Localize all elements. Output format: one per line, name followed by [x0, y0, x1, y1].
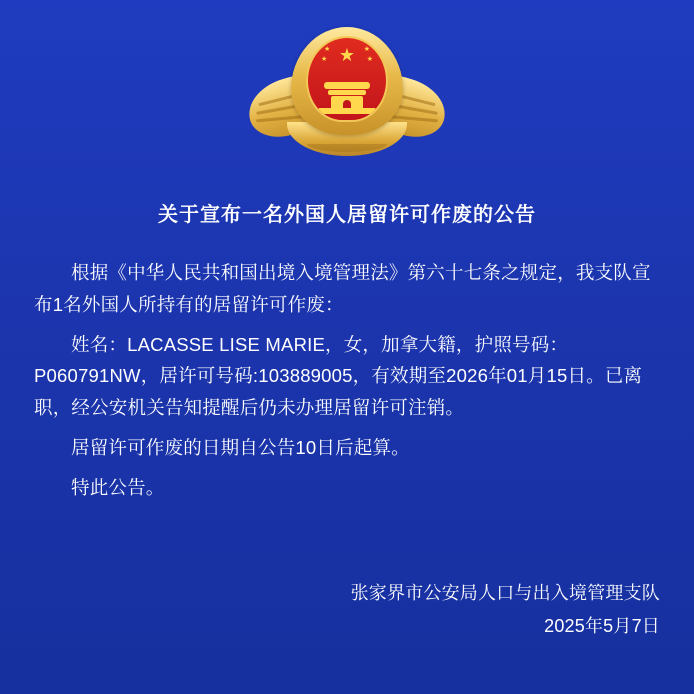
paragraph-3: 居留许可作废的日期自公告10日后起算。 [71, 437, 410, 459]
paragraph-1: 根据《中华人民共和国出境入境管理法》第六十七条之规定，我支队宣布1名外国人所持有的居留许可作废： [34, 262, 651, 315]
badge-shield-outer [291, 27, 403, 135]
badge-tiananmen-icon [324, 82, 370, 108]
badge-star-small-3-icon: ★ [366, 55, 373, 63]
paragraph-2: 姓名：LACASSE LISE MARIE，女，加拿大籍，护照号码：P060791NW，居许可号码:103889005，有效期至2026年01月15日。已离职，经公安机关告知提醒后仍未办理居留许可注销。 [34, 333, 643, 419]
page-title: 关于宣布一名外国人居留许可作废的公告 [158, 204, 536, 226]
badge-base-bar [318, 108, 376, 114]
badge-star-small-4-icon: ★ [363, 45, 370, 53]
badge-star-large-icon: ★ [338, 44, 356, 65]
document-content [0, 198, 694, 504]
emblem-container [0, 0, 694, 160]
signature-date: 2025年5月7日 [544, 615, 660, 636]
badge-star-small-1-icon: ★ [324, 45, 331, 53]
signature-block [351, 577, 660, 642]
china-police-badge-icon [252, 27, 442, 152]
badge-shield-inner [306, 36, 388, 122]
badge-star-small-2-icon: ★ [321, 55, 328, 63]
paragraph-4: 特此公告。 [71, 476, 165, 498]
signature-organization: 张家界市公安局人口与出入境管理支队 [350, 583, 660, 604]
